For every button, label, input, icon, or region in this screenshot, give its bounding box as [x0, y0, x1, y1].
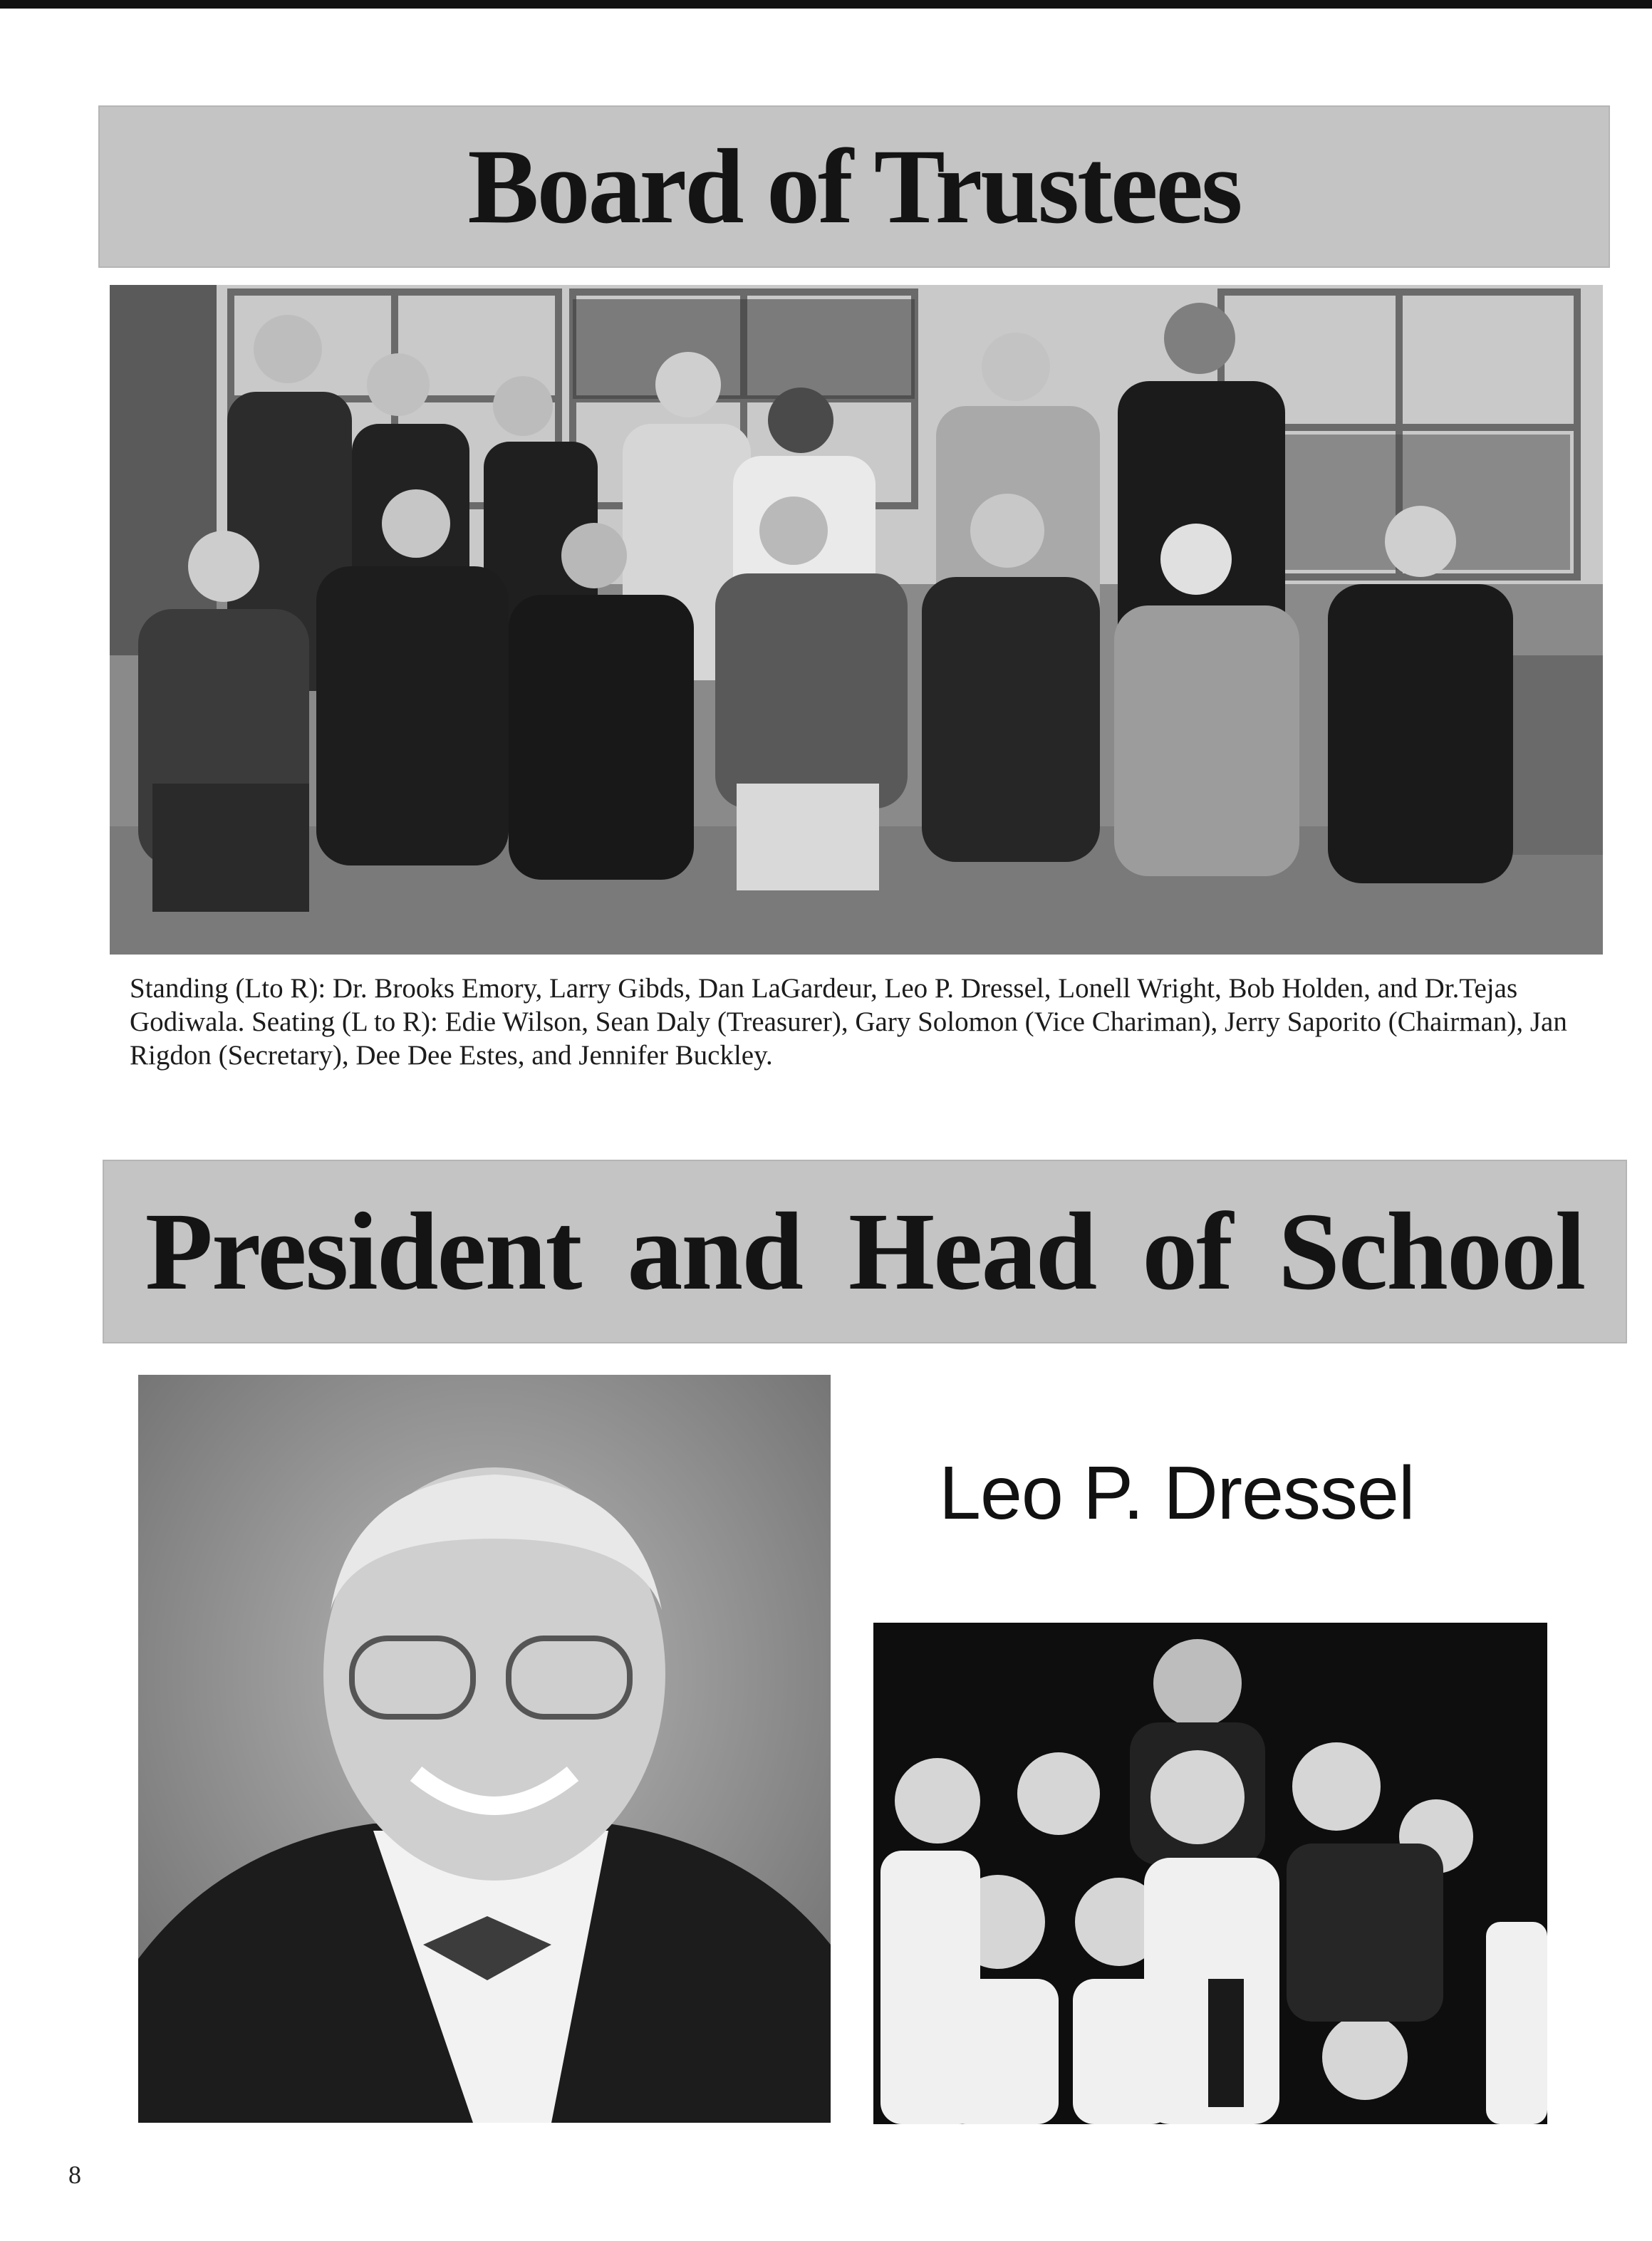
page-number: 8 [68, 2161, 81, 2189]
president-with-students-photo [873, 1623, 1547, 2124]
board-caption-text: Standing (Lto R): Dr. Brooks Emory, Larry Gibds, Dan LaGardeur, Leo P. Dressel, Lonell Wright, Bob Holden, and Dr.Tejas Godiwala. Seating (L to R): Edie Wilson, Sean Daly (Treasurer), Gary Solomon (Vice Chariman), Jerry Saporito (Chairman), Jan Rigdon (Secretary), Dee Dee Estes, and Jennifer Buckley. [130, 973, 1567, 1071]
president-name-heading: Leo P. Dressel [939, 1451, 1415, 1535]
president-head-of-school-heading: President and Head of School [145, 1190, 1585, 1313]
board-of-trustees-heading: Board of Trustees [467, 128, 1241, 246]
top-border-rule [0, 0, 1652, 9]
board-group-photo [110, 285, 1603, 955]
board-photo-caption [130, 972, 1597, 1072]
president-portrait-photo [138, 1375, 831, 2123]
president-head-of-school-banner [103, 1160, 1627, 1343]
board-of-trustees-banner [98, 105, 1610, 268]
